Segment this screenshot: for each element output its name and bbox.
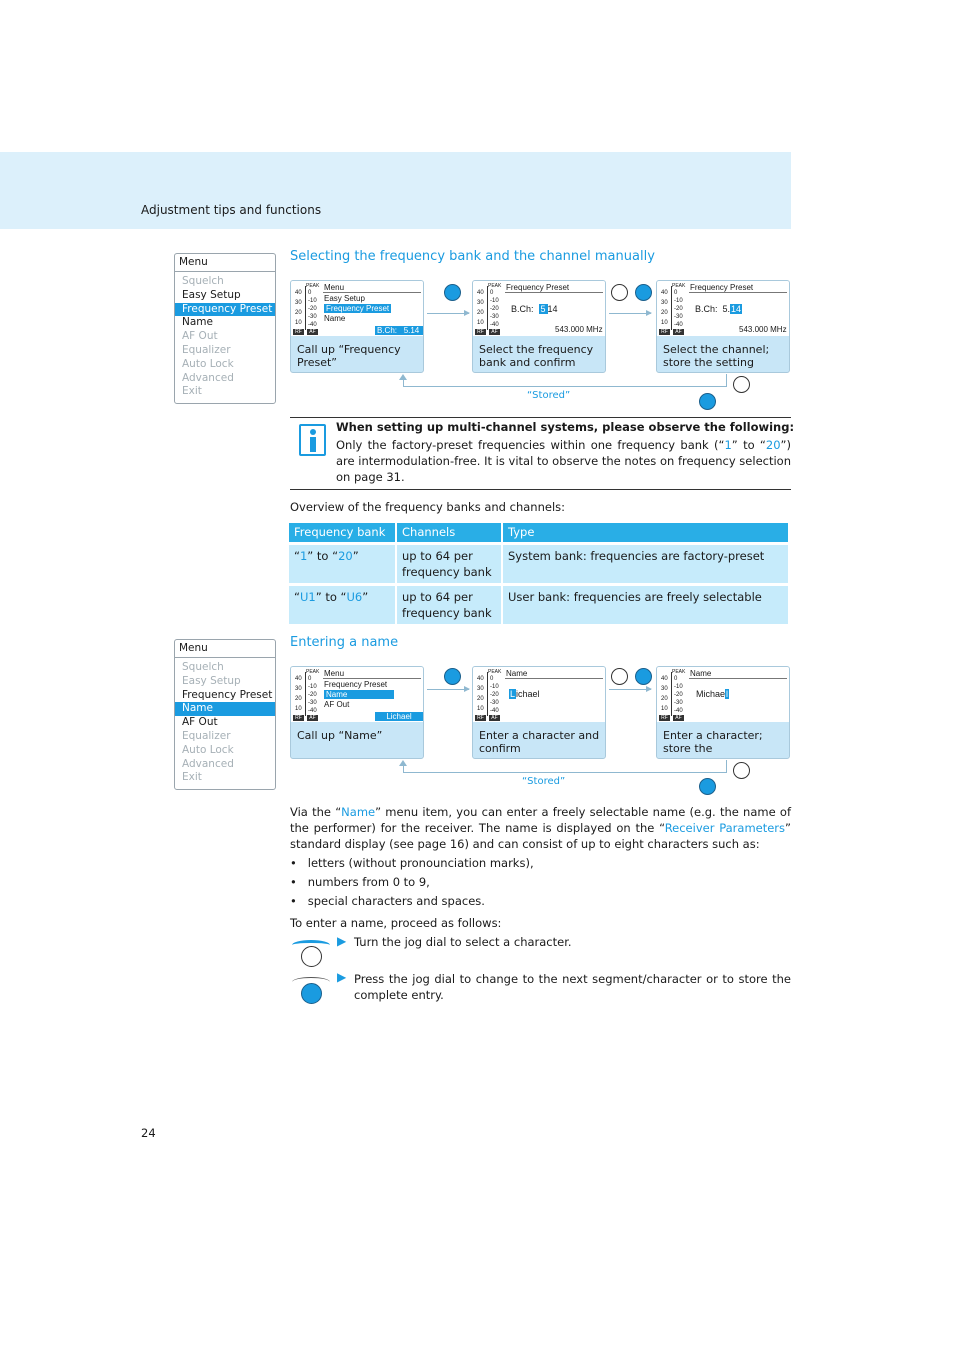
step-card-call-up-name: PEAK 40 30 20 10 0 -10 -20 -30 -40 RF AF Menu Frequency Preset Name AF Out Lichael Call up “Name” [290,666,424,759]
menu-item-name[interactable]: Name [175,702,275,716]
menu-item-af-out[interactable]: AF Out [182,716,218,729]
page-number: 24 [141,1126,156,1140]
header-band [0,152,791,229]
note-title: When setting up multi-channel systems, please observe the following: [336,420,795,434]
level-meter: PEAK 40 30 20 10 0 -10 -20 -30 -40 RF AF [477,669,502,721]
level-meter: PEAK 40 30 20 10 0 -10 -20 -30 -40 RF AF [295,283,320,335]
lcd-display: PEAK 40 30 20 10 0 -10 -20 -30 -40 RF AF Name Michael [657,667,789,722]
step-card-store-name: PEAK 40 30 20 10 0 -10 -20 -30 -40 RF AF Name Michael Enter a character; store the [656,666,790,759]
menu-item-exit[interactable]: Exit [182,771,202,784]
jog-dial-press-icon [635,668,652,685]
lcd-display: PEAK 40 30 20 10 0 -10 -20 -30 -40 RF AF Frequency Preset B.Ch: 5.14 543.000 MHz [657,281,789,336]
list-item: • letters (without pronounciation marks), [290,856,534,870]
step-2-text: Press the jog dial to change to the next segment/character or to store the complete entry. [354,972,791,1002]
menu-item-af-out[interactable]: AF Out [182,330,218,343]
menu-item-easy-setup[interactable]: Easy Setup [182,674,241,687]
section-header: Adjustment tips and functions [141,203,322,217]
step-card-call-up-frequency-preset: PEAK 40 30 20 10 0 -10 -20 -30 -40 RF AF Menu Easy Setup Frequency Preset Name B.Ch: 5.14 Call up “Frequency Preset” [290,280,424,373]
stored-label: “Stored” [522,776,566,787]
menu-item-advanced[interactable]: Advanced [182,757,234,770]
overview-text: Overview of the frequency banks and channels: [290,500,566,514]
jog-dial-turn-icon [611,668,628,685]
menu-item-auto-lock[interactable]: Auto Lock [182,357,234,370]
step-1-text: Turn the jog dial to select a character. [354,935,572,949]
jog-dial-press-icon [444,284,461,301]
section-heading-name: Entering a name [290,635,399,650]
step-arrow-icon: ▶ [337,970,347,984]
step-card-enter-character: PEAK 40 30 20 10 0 -10 -20 -30 -40 RF AF Name Lichael Enter a character and confirm [472,666,606,759]
lcd-display: PEAK 40 30 20 10 0 -10 -20 -30 -40 RF AF Name Lichael [473,667,605,722]
lcd-display: PEAK 40 30 20 10 0 -10 -20 -30 -40 RF AF Menu Frequency Preset Name AF Out Lichael [291,667,423,722]
menu-item-easy-setup[interactable]: Easy Setup [182,288,241,301]
jog-dial-turn-icon [611,284,628,301]
level-meter: PEAK 40 30 20 10 0 -10 -20 -30 -40 RF AF [661,283,686,335]
step-card-select-bank: PEAK 40 30 20 10 0 -10 -20 -30 -40 RF AF Frequency Preset B.Ch: 5 14 543.000 MHz Select the frequency bank and confirm [472,280,606,373]
frequency-bank-table [289,523,790,624]
step-arrow-icon: ▶ [337,934,347,948]
jog-dial-press-icon [699,393,716,410]
list-item: • numbers from 0 to 9, [290,875,430,889]
level-meter: PEAK 40 30 20 10 0 -10 -20 -30 -40 RF AF [477,283,502,335]
level-meter: PEAK 40 30 20 10 0 -10 -20 -30 -40 RF AF [295,669,320,721]
menu-item-frequency-preset[interactable]: Frequency Preset [182,688,273,701]
menu-item-exit[interactable]: Exit [182,385,202,398]
menu-item-auto-lock[interactable]: Auto Lock [182,743,234,756]
jog-dial-turn-icon [292,937,332,969]
jog-dial-press-icon [292,974,332,1006]
name-description: Via the “Name” menu item, you can enter a freely selectable name (e.g. the name of the performer) for the receiver. The name is displayed on the “Receiver Parameters” standard display (see page 16) and can consist of up to eight characters such as: [290,805,791,851]
level-meter: PEAK 40 30 20 10 0 -10 -20 -30 -40 RF AF [661,669,686,721]
table-row: “U1” to “U6” up to 64 per frequency bank User bank: frequencies are freely selectable [289,584,789,624]
jog-dial-press-icon [699,778,716,795]
menu-item-squelch[interactable]: Squelch [182,275,224,287]
jog-dial-press-icon [444,668,461,685]
stored-label: “Stored” [527,390,571,401]
jog-dial-turn-icon [733,376,750,393]
menu-item-equalizer[interactable]: Equalizer [182,343,231,356]
step-card-select-channel: PEAK 40 30 20 10 0 -10 -20 -30 -40 RF AF Frequency Preset B.Ch: 5.14 543.000 MHz Select the channel; store the setting [656,280,790,373]
menu-item-advanced[interactable]: Advanced [182,371,234,384]
table-row: “1” to “20” up to 64 per frequency bank System bank: frequencies are factory-preset [289,543,789,584]
note-text: Only the factory-preset frequencies within one frequency bank (“1” to “20”) are intermodulation-free. It is vital to observe the notes on frequency selection on page 31. [336,438,791,484]
table-header: Channels [396,523,502,543]
info-icon [299,424,326,456]
menu-title: Menu [175,640,275,658]
menu-item-frequency-preset[interactable]: Frequency Preset [175,303,275,317]
menu-item-squelch[interactable]: Squelch [182,661,224,673]
table-header: Frequency bank [289,523,396,543]
menu-title: Menu [175,254,275,272]
menu-item-equalizer[interactable]: Equalizer [182,729,231,742]
lcd-display: PEAK 40 30 20 10 0 -10 -20 -30 -40 RF AF Menu Easy Setup Frequency Preset Name B.Ch: 5.14 [291,281,423,336]
menu-panel-1 [174,253,276,404]
list-item: • special characters and spaces. [290,894,485,908]
menu-item-name[interactable]: Name [182,316,213,329]
instructions-intro: To enter a name, proceed as follows: [290,916,502,930]
jog-dial-turn-icon [733,762,750,779]
menu-panel-2 [174,639,276,790]
lcd-display: PEAK 40 30 20 10 0 -10 -20 -30 -40 RF AF Frequency Preset B.Ch: 5 14 543.000 MHz [473,281,605,336]
table-header: Type [502,523,789,543]
section-heading-frequency: Selecting the frequency bank and the channel manually [290,249,655,264]
jog-dial-press-icon [635,284,652,301]
